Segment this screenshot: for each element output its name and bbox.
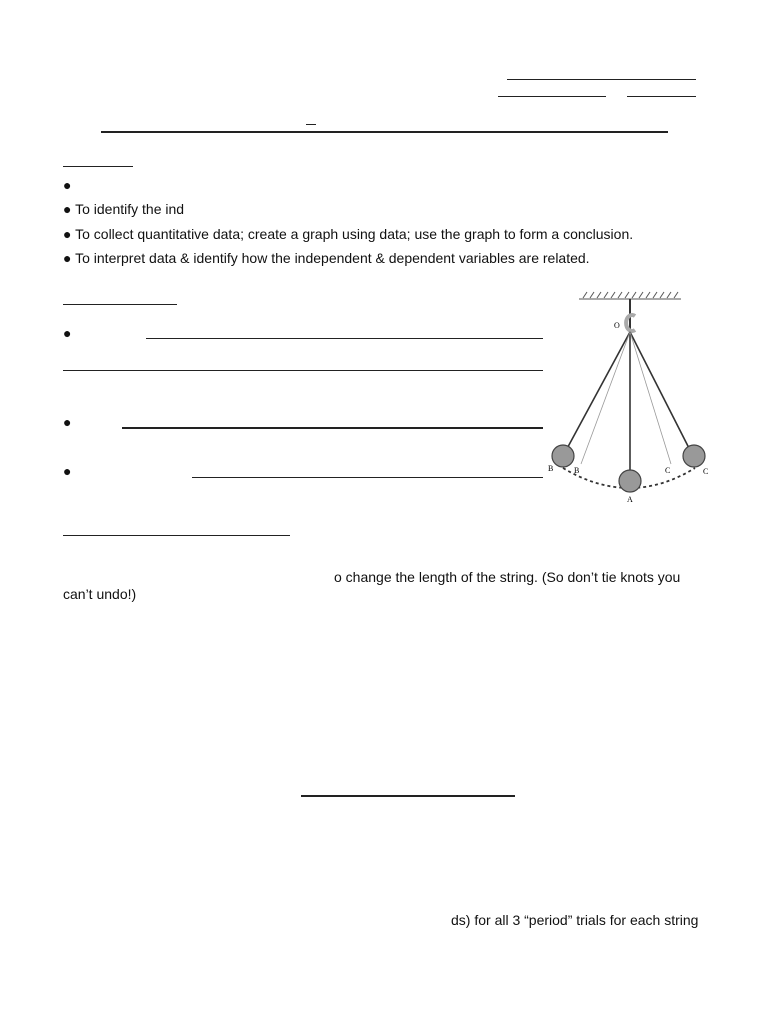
variables-heading-line xyxy=(63,304,177,305)
answer-line-1a[interactable] xyxy=(146,338,543,339)
procedure-text-line-1: o change the length of the string. (So don’t tie knots you xyxy=(334,569,681,585)
bob-right xyxy=(683,445,705,467)
title-dash xyxy=(306,124,316,125)
ceiling-hatch-icon xyxy=(579,292,681,299)
bullet-icon: ● xyxy=(63,250,72,266)
objective-item-2: ● To identify the ind xyxy=(63,201,185,217)
procedure-text-line-2: can’t undo!) xyxy=(63,586,137,602)
variable-bullet-2: ● xyxy=(63,414,72,430)
objective-item-4: ● To interpret data & identify how the independent & dependent variables are related. xyxy=(63,250,590,266)
name-blank-line[interactable] xyxy=(507,79,696,80)
bob-center xyxy=(619,470,641,492)
bullet-icon: ● xyxy=(63,201,72,217)
bullet-icon: ● xyxy=(63,226,72,242)
label-c-outer: C xyxy=(703,467,709,476)
bob-left xyxy=(552,445,574,467)
answer-line-1b[interactable] xyxy=(63,370,543,371)
bullet-icon: ● xyxy=(63,177,72,193)
label-b-inner: B xyxy=(574,466,580,475)
period-blank-line[interactable] xyxy=(627,96,696,97)
answer-line-3[interactable] xyxy=(192,477,543,478)
label-a: A xyxy=(627,495,633,504)
objectives-heading-line xyxy=(63,166,133,167)
objective-item-1 xyxy=(63,177,71,193)
variable-bullet-1: ● xyxy=(63,325,72,341)
title-underline xyxy=(101,131,668,133)
label-c-inner: C xyxy=(665,466,671,475)
procedure-heading-line xyxy=(63,535,290,536)
variable-bullet-3: ● xyxy=(63,463,72,479)
bottom-note-text: ds) for all 3 “period” trials for each string xyxy=(451,912,699,928)
label-b-outer: B xyxy=(548,464,554,473)
string-right xyxy=(630,332,693,456)
answer-line-2[interactable] xyxy=(122,427,543,429)
data-heading-line xyxy=(301,795,515,797)
date-blank-line[interactable] xyxy=(498,96,606,97)
string-left xyxy=(563,332,630,456)
pendulum-diagram xyxy=(545,288,715,508)
pivot-label: O xyxy=(614,321,620,330)
objective-item-3: ● To collect quantitative data; create a graph using data; use the graph to form a conclusion. xyxy=(63,226,634,242)
